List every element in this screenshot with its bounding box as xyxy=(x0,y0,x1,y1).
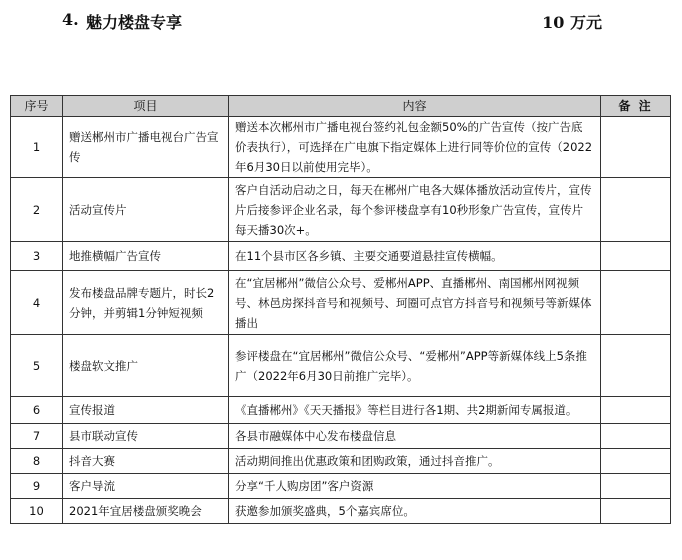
row-item: 活动宣传片 xyxy=(63,178,229,242)
row-seq: 4 xyxy=(11,271,63,335)
row-seq: 2 xyxy=(11,178,63,242)
row-seq: 1 xyxy=(11,117,63,178)
row-item: 2021年宜居楼盘颁奖晚会 xyxy=(63,499,229,524)
section-heading xyxy=(62,10,602,34)
row-seq: 3 xyxy=(11,242,63,271)
row-note xyxy=(601,335,671,397)
table-header-row xyxy=(11,96,671,117)
row-seq: 5 xyxy=(11,335,63,397)
row-note xyxy=(601,117,671,178)
row-item: 客户导流 xyxy=(63,474,229,499)
table-row xyxy=(11,335,671,397)
row-note xyxy=(601,397,671,424)
row-content: 各县市融媒体中心发布楼盘信息 xyxy=(229,424,601,449)
section-title: 魅力楼盘专享 xyxy=(86,13,183,32)
header-item: 项目 xyxy=(63,96,229,117)
row-seq: 6 xyxy=(11,397,63,424)
row-seq: 10 xyxy=(11,499,63,524)
header-note: 备 注 xyxy=(601,96,671,117)
row-content: 在“宜居郴州”微信公众号、爱郴州APP、直播郴州、南国郴州网视频号、林邑房探抖音号和视频号、珂圈可点官方抖音号和视频号等新媒体播出 xyxy=(229,271,601,335)
table-row xyxy=(11,242,671,271)
row-note xyxy=(601,271,671,335)
row-item: 县市联动宣传 xyxy=(63,424,229,449)
table-row xyxy=(11,474,671,499)
row-content: 在11个县市区各乡镇、主要交通要道悬挂宣传横幅。 xyxy=(229,242,601,271)
row-item: 楼盘软文推广 xyxy=(63,335,229,397)
row-note xyxy=(601,178,671,242)
row-content: 赠送本次郴州市广播电视台签约礼包金额50%的广告宣传（按广告底价表执行），可选择在广电旗下指定媒体上进行同等价位的宣传（2022年6月30日以前使用完毕）。 xyxy=(229,117,601,178)
section-number: 4. xyxy=(62,10,79,29)
table-row xyxy=(11,117,671,178)
row-item: 抖音大赛 xyxy=(63,449,229,474)
row-content: 活动期间推出优惠政策和团购政策，通过抖音推广。 xyxy=(229,449,601,474)
row-content: 分享“千人购房团”客户资源 xyxy=(229,474,601,499)
row-note xyxy=(601,242,671,271)
row-seq: 7 xyxy=(11,424,63,449)
row-item: 地推横幅广告宣传 xyxy=(63,242,229,271)
row-content: 《直播郴州》《天天播报》等栏目进行各1期、共2期新闻专属报道。 xyxy=(229,397,601,424)
table-row xyxy=(11,397,671,424)
table-row xyxy=(11,178,671,242)
table-row xyxy=(11,424,671,449)
row-seq: 9 xyxy=(11,474,63,499)
table-row xyxy=(11,499,671,524)
table-row xyxy=(11,449,671,474)
row-note xyxy=(601,474,671,499)
row-content: 客户自活动启动之日，每天在郴州广电各大媒体播放活动宣传片，宣传片后接参评企业名录，每个参评楼盘享有10秒形象广告宣传，宣传片每天播30次+。 xyxy=(229,178,601,242)
row-note xyxy=(601,449,671,474)
row-note xyxy=(601,499,671,524)
row-content: 获邀参加颁奖盛典，5个嘉宾席位。 xyxy=(229,499,601,524)
row-seq: 8 xyxy=(11,449,63,474)
row-item: 赠送郴州市广播电视台广告宣传 xyxy=(63,117,229,178)
header-content: 内容 xyxy=(229,96,601,117)
header-seq: 序号 xyxy=(11,96,63,117)
section-amount: 10 万元 xyxy=(542,13,602,32)
promotion-table xyxy=(10,95,671,524)
row-item: 发布楼盘品牌专题片，时长2分钟，并剪辑1分钟短视频 xyxy=(63,271,229,335)
row-item: 宣传报道 xyxy=(63,397,229,424)
table-row xyxy=(11,271,671,335)
row-content: 参评楼盘在“宜居郴州”微信公众号、“爱郴州”APP等新媒体线上5条推广（2022年6月30日前推广完毕）。 xyxy=(229,335,601,397)
row-note xyxy=(601,424,671,449)
